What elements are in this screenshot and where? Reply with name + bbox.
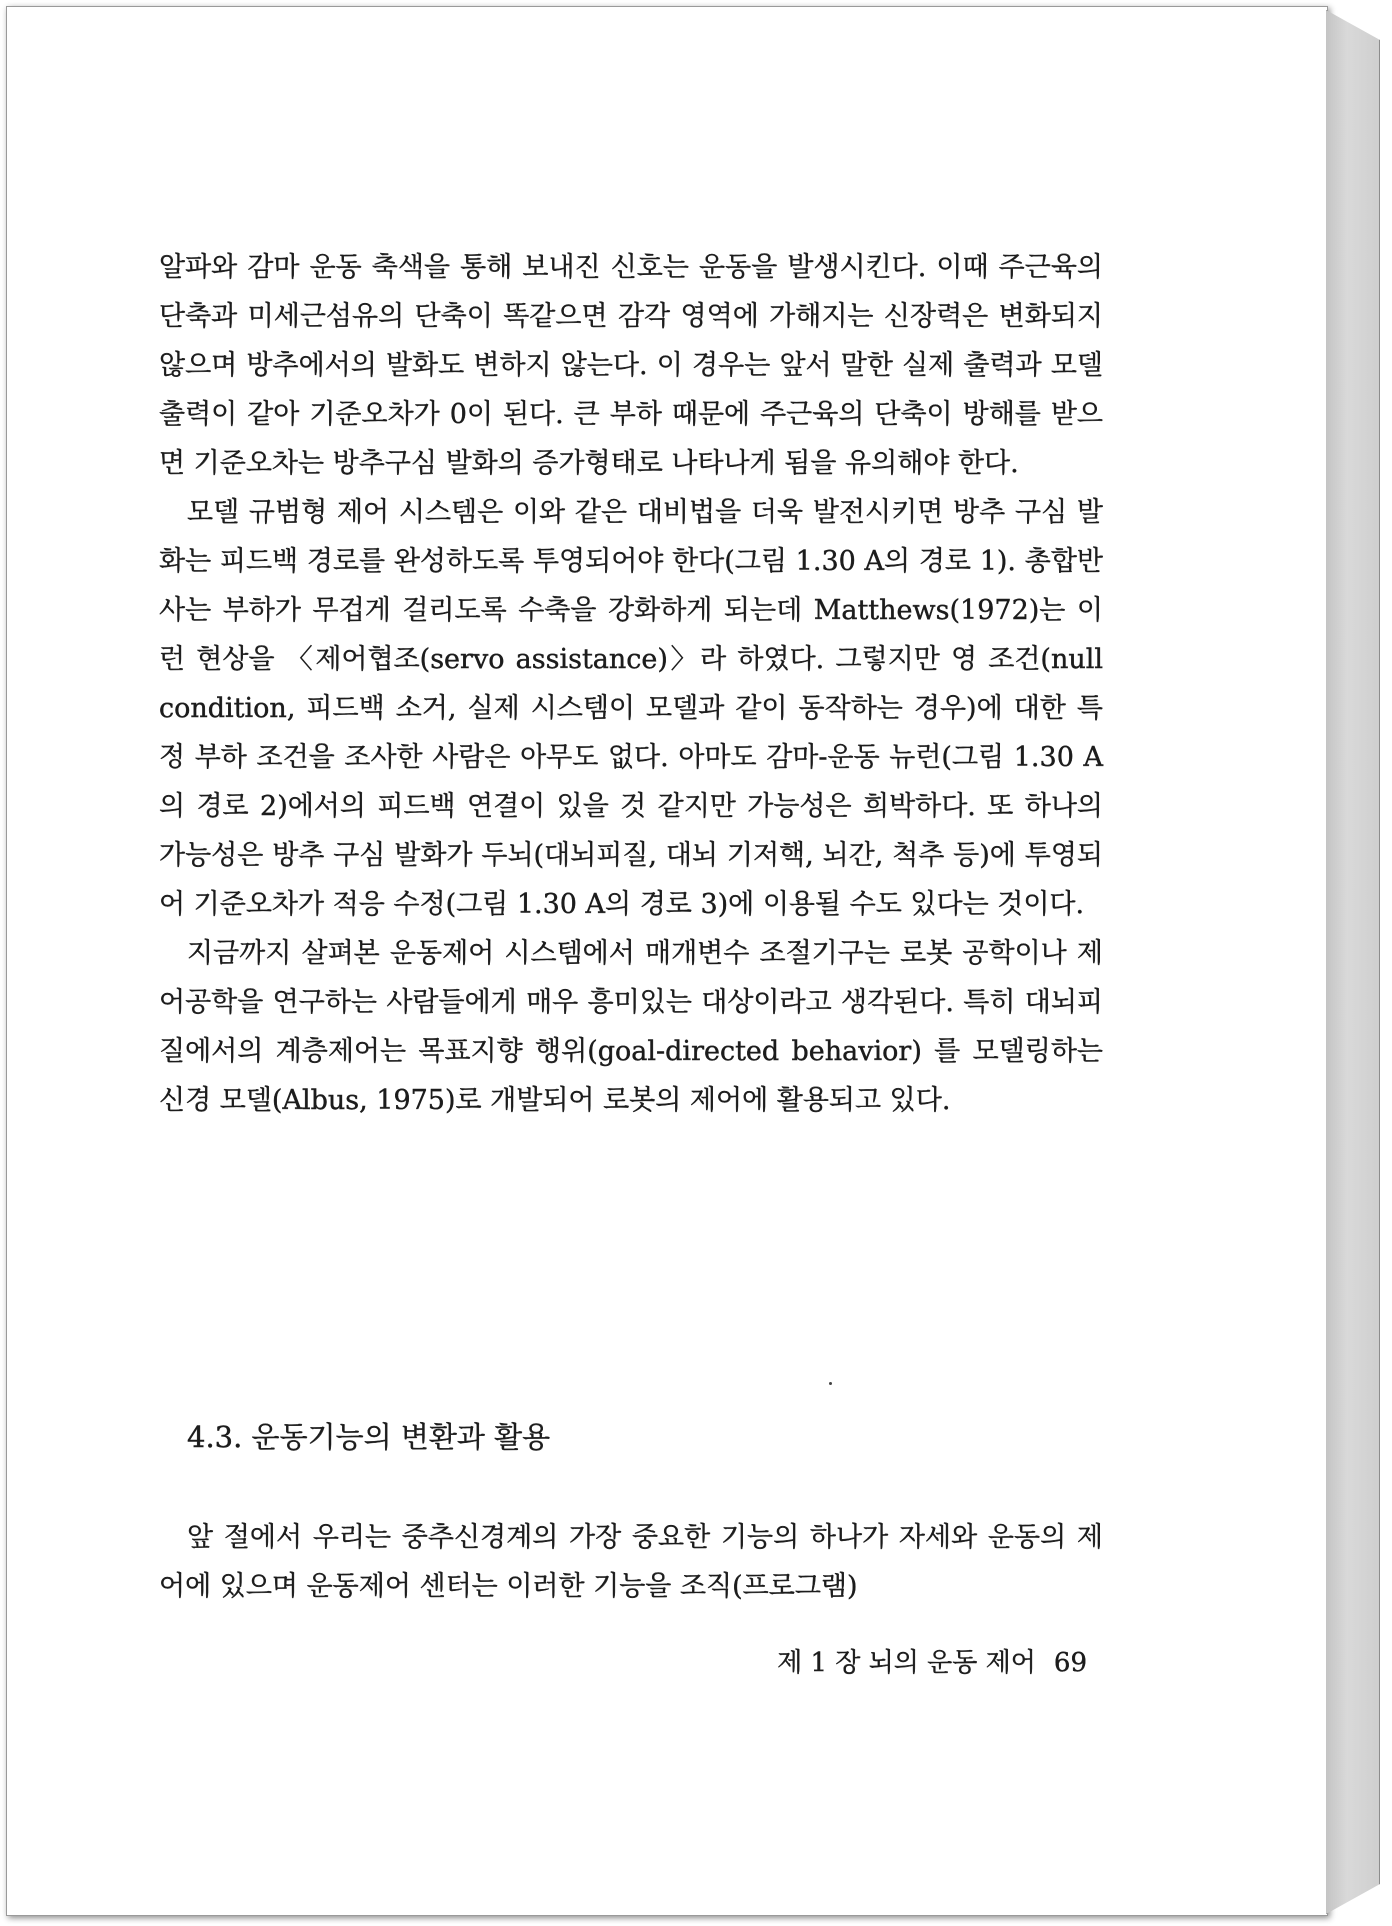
section-heading: 4.3. 운동기능의 변환과 활용 [187,1420,551,1454]
book-page-edge [1326,10,1380,1914]
section-body-text [159,1513,1103,1611]
paragraph-2: 모델 규범형 제어 시스템은 이와 같은 대비법을 더욱 발전시키면 방추 구심 발화는 피드백 경로를 완성하도록 투영되어야 한다(그림 1.30 A의 경로 1). 총합반사는 부하가 무겁게 걸리도록 수축을 강화하게 되는데 Matthews(1972)는 이런 현상을 〈제어협조(servo assistance)〉라 하였다. 그렇지만 영 조건(null condition, 피드백 소거, 실제 시스템이 모델과 같이 동작하는 경우)에 대한 특정 부하 조건을 조사한 사람은 아무도 없다. 아마도 감마-운동 뉴런(그림 1.30 A의 경로 2)에서의 피드백 연결이 있을 것 같지만 가능성은 희박하다. 또 하나의 가능성은 방추 구심 발화가 두뇌(대뇌피질, 대뇌 기저핵, 뇌간, 척추 등)에 투영되어 기준오차가 적응 수정(그림 1.30 A의 경로 3)에 이용될 수도 있다는 것이다. [159,497,1103,920]
paragraph-1: 알파와 감마 운동 축색을 통해 보내진 신호는 운동을 발생시킨다. 이때 주근육의 단축과 미세근섬유의 단축이 똑같으면 감각 영역에 가해지는 신장력은 변화되지 않으며 방추에서의 발화도 변하지 않는다. 이 경우는 앞서 말한 실제 출력과 모델 출력이 같아 기준오차가 0이 된다. 큰 부하 때문에 주근육의 단축이 방해를 받으면 기준오차는 방추구심 발화의 증가형태로 나타나게 됨을 유의해야 한다. [159,252,1103,479]
chapter-title: 제 1 장 뇌의 운동 제어 [777,1648,1036,1678]
book-page [6,6,1328,1916]
page-footer [767,1645,1087,1681]
paragraph-3: 지금까지 살펴본 운동제어 시스템에서 매개변수 조절기구는 로봇 공학이나 제어공학을 연구하는 사람들에게 매우 흥미있는 대상이라고 생각된다. 특히 대뇌피질에서의 계층제어는 목표지향 행위(goal-directed behavior) 를 모델링하는 신경 모델(Albus, 1975)로 개발되어 로봇의 제어에 활용되고 있다. [159,938,1103,1116]
print-speck [829,1382,832,1385]
body-text [159,243,1103,1125]
section-paragraph: 앞 절에서 우리는 중추신경계의 가장 중요한 기능의 하나가 자세와 운동의 제어에 있으며 운동제어 센터는 이러한 기능을 조직(프로그램) [159,1522,1103,1602]
page-number: 69 [1053,1648,1087,1678]
